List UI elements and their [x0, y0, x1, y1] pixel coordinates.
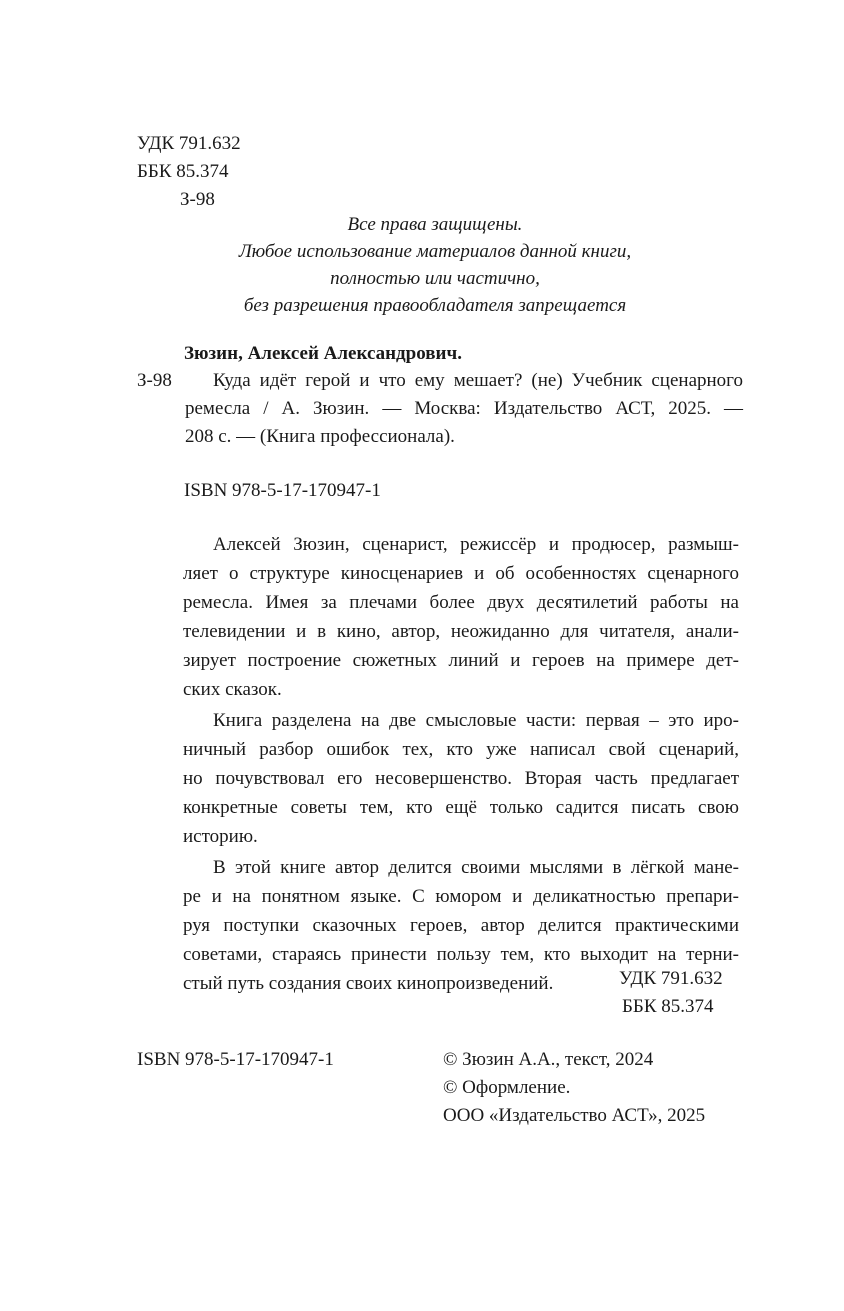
bibliographic-description	[185, 367, 743, 451]
annotation-line: В этой книге автор делится своими мыслями в лёгкой мане-	[213, 857, 739, 878]
author-sign-top: З-98	[180, 189, 215, 210]
bib-line: Куда идёт герой и что ему мешает? (не) Учебник сценарного	[213, 370, 743, 391]
annotation-line: зирует построение сюжетных линий и героев на примере дет-	[183, 650, 739, 671]
bbk-code-bottom: ББК 85.374	[622, 996, 714, 1017]
annotation-line: ляет о структуре киносценариев и об особенностях сценарного	[183, 563, 739, 584]
annotation-line: ре и на понятном языке. С юмором и деликатностью препари-	[183, 886, 739, 907]
annotation-line: советами, стараясь принести пользу тем, кто выходит на терни-	[183, 944, 739, 965]
rights-line: Все права защищены.	[347, 214, 523, 235]
rights-line: Любое использование материалов данной книги,	[238, 241, 632, 262]
annotation-line: ских сказок.	[183, 679, 282, 700]
isbn-main: ISBN 978-5-17-170947-1	[184, 480, 381, 501]
author-sign: З-98	[137, 370, 172, 391]
annotation-line: но почувствовал его несовершенство. Вторая часть предлагает	[183, 768, 739, 789]
copyright-text: © Зюзин А.А., текст, 2024	[443, 1049, 654, 1070]
copyright-design: © Оформление.	[443, 1077, 571, 1098]
udk-code-top: УДК 791.632	[137, 133, 241, 154]
annotation-line: стый путь создания своих кинопроизведений.	[183, 973, 554, 994]
annotation-line: конкретные советы тем, кто ещё только садится писать свою	[183, 797, 739, 818]
udk-code-bottom: УДК 791.632	[619, 968, 723, 989]
rights-notice	[180, 211, 690, 319]
annotation-line: ничный разбор ошибок тех, кто уже написал свой сценарий,	[183, 739, 739, 760]
annotation	[183, 530, 739, 998]
annotation-line: историю.	[183, 826, 258, 847]
annotation-line: Алексей Зюзин, сценарист, режиссёр и продюсер, размыш-	[213, 534, 739, 555]
annotation-line: ремесла. Имея за плечами более двух десятилетий работы на	[183, 592, 739, 613]
rights-line: без разрешения правообладателя запрещается	[243, 295, 627, 316]
bib-line: ремесла / А. Зюзин. — Москва: Издательство АСТ, 2025. —	[185, 398, 743, 419]
annotation-line: телевидении и в кино, автор, неожиданно для читателя, анали-	[183, 621, 739, 642]
isbn-bottom: ISBN 978-5-17-170947-1	[137, 1049, 334, 1070]
annotation-line: руя поступки сказочных героев, автор делится практическими	[183, 915, 739, 936]
rights-line: полностью или частично,	[330, 268, 540, 289]
author-heading: Зюзин, Алексей Александрович.	[184, 343, 462, 364]
annotation-line: Книга разделена на две смысловые части: первая – это иро-	[213, 710, 739, 731]
bbk-code-top: ББК 85.374	[137, 161, 229, 182]
bib-line: 208 с. — (Книга профессионала).	[185, 426, 455, 447]
copyright-publisher: ООО «Издательство АСТ», 2025	[443, 1105, 706, 1126]
